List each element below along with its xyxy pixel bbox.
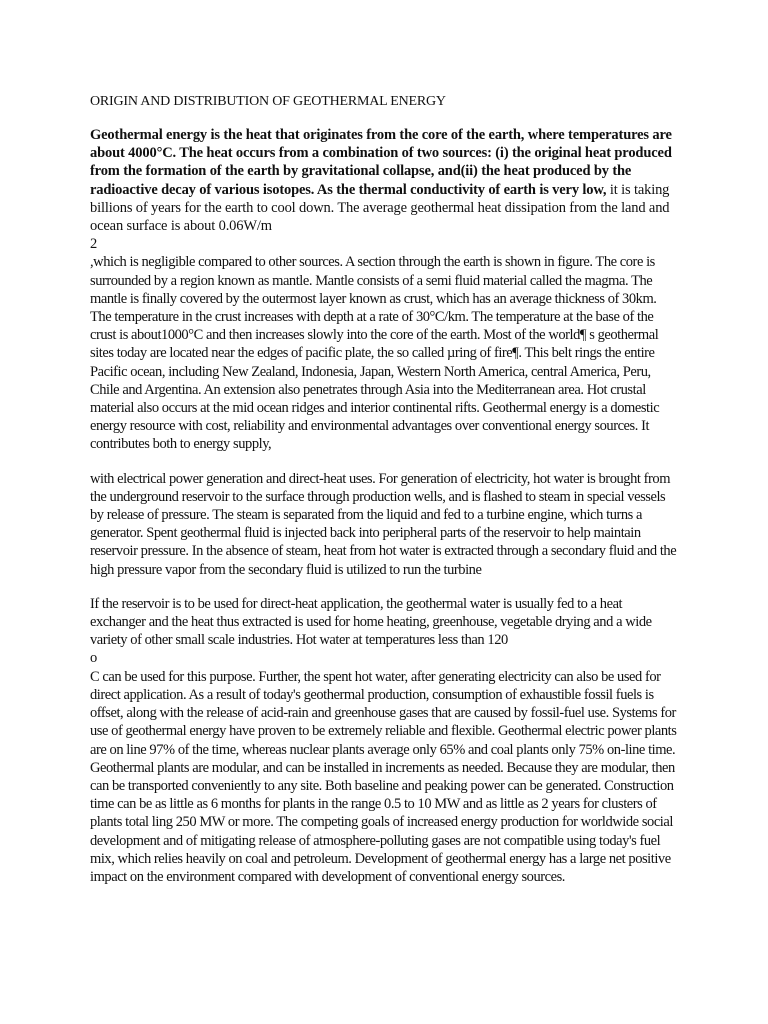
document-page: [90, 93, 680, 886]
degree-superscript-o: o: [90, 650, 98, 667]
paragraph-electricity: with electrical power generation and direct-heat uses. For generation of electricity, hot water is brought from the underground reservoir to the surface through production wells, and is flashed to steam in special vessels by release of pressure. The steam is separated from the liquid and fed to a turbine engine, which turns a generator. Spent geothermal fluid is injected back into peripheral parts of the reservoir to help maintain reservoir pressure. In the absence of steam, heat from hot water is extracted through a secondary fluid and the high pressure vapor from the secondary fluid is utilized to run the turbine: [90, 470, 677, 578]
intro-bold-text: Geothermal energy is the heat that originates from the core of the earth, where temperatures are about 4000°C. The heat occurs from a combination of two sources: (i) the original heat produced from the formation of the earth by gravitational collapse, and(ii) the heat produced by the radioactive decay of various isotopes. As the thermal conductivity of earth is very low,: [90, 127, 672, 198]
direct-heat-text: If the reservoir is to be used for direct-heat application, the geothermal water is usually fed to a heat exchanger and the heat thus extracted is used for home heating, greenhouse, vegetable drying and a wide variety of other small scale industries. Hot water at temperatures less than 120: [90, 595, 652, 649]
units-superscript-2: 2: [90, 236, 98, 253]
paragraph-direct-heat: [90, 595, 680, 886]
benefits-text: C can be used for this purpose. Further, the spent hot water, after generating electricity can also be used for direct application. As a result of today's geothermal production, consumption of exhaustible fossil fuels is offset, along with the release of acid-rain and greenhouse gases that are caused by fossil-fuel use. Systems for use of geothermal energy have proven to be extremely reliable and flexible. Geothermal electric power plants are on line 97% of the time, whereas nuclear plants average only 65% and coal plants only 75% on-line time. Geothermal plants are modular, and can be installed in increments as needed. Because they are modular, then can be transported conveniently to any site. Both baseline and peaking power can be generated. Construction time can be as little as 6 months for plants in the range 0.5 to 10 MW and as little as 2 years for clusters of plants total ling 250 MW or more. The competing goals of increased energy production for worldwide social development and of mitigating release of atmosphere-polluting gases are not compatible using today's fuel mix, which relies heavily on coal and petroleum. Development of geothermal energy has a large net positive impact on the environment compared with development of conventional energy sources.: [90, 668, 677, 885]
document-title: ORIGIN AND DISTRIBUTION OF GEOTHERMAL ENERGY: [90, 94, 446, 109]
intro-normal-text: it is taking billions of years for the earth to cool down. The average geothermal heat dissipation from the land and ocean surface is about 0.06W/m: [90, 181, 670, 235]
earth-structure-text: ,which is negligible compared to other sources. A section through the earth is shown in figure. The core is surrounded by a region known as mantle. Mantle consists of a semi fluid material called the magma. The mantle is finally covered by the outermost layer known as crust, which has an average thickness of 30km. The temperature in the crust increases with depth at a rate of 30°C/km. The temperature at the base of the crust is about1000°C and then increases slowly into the core of the earth. Most of the world¶ s geothermal sites today are located near the edges of pacific plate, the so called µring of fire¶. This belt rings the entire Pacific ocean, including New Zealand, Indonesia, Japan, Western North America, central America, Peru, Chile and Argentina. An extension also penetrates through Asia into the Mediterranean area. Hot crustal material also occurs at the mid ocean ridges and interior continental rifts. Geothermal energy is a domestic energy resource with cost, reliability and environmental advantages over conventional energy sources. It contributes both to energy supply,: [90, 254, 660, 453]
paragraph-intro: [90, 126, 680, 454]
